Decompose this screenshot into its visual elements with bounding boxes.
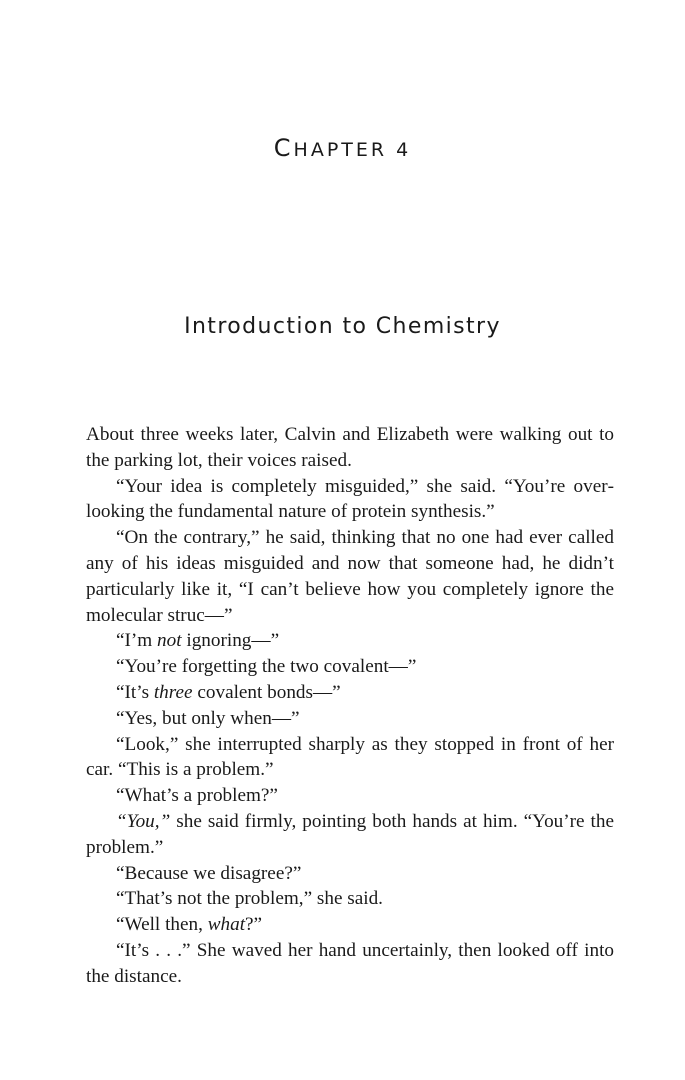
chapter-number — [0, 134, 685, 162]
chapter-body — [86, 422, 614, 990]
paragraph-13-after: ?” — [245, 914, 263, 936]
paragraph-3: “On the contrary,” he said, thinking that no one had ever called any of his ideas misguided and now that someone had, he didn’t particularly like it, “I can’t believe how you completely ignore the molecular struc—” — [86, 527, 614, 626]
chapter-title: Introduction to Chemistry — [184, 314, 501, 339]
paragraph-4-after: ignoring—” — [181, 630, 280, 652]
paragraph-6-emphasis: three — [153, 681, 193, 703]
paragraph-13 — [86, 912, 614, 938]
paragraph-4-before: “I’m — [116, 630, 158, 652]
chapter-label-rest: HAPTER 4 — [293, 139, 412, 161]
paragraph-2: “Your idea is completely misguided,” she said. “You’re overlooking the fundamental nature of protein synthesis.” — [86, 475, 614, 523]
paragraph-10-emphasis: “You,” — [116, 810, 171, 832]
paragraph-4 — [86, 628, 614, 654]
paragraph-12: “That’s not the problem,” she said. — [116, 888, 383, 910]
paragraph-14: “It’s . . .” She waved her hand uncertainly, then looked off into the distance. — [86, 939, 614, 987]
paragraph-13-before: “Well then, — [116, 914, 208, 936]
paragraph-5: “You’re forgetting the two covalent—” — [116, 656, 417, 678]
paragraph-6 — [86, 680, 614, 706]
paragraph-10-after: she said firmly, pointing both hands at him. “You’re the problem.” — [86, 810, 614, 858]
paragraph-6-before: “It’s — [116, 681, 154, 703]
paragraph-6-after: covalent bonds—” — [192, 681, 341, 703]
chapter-label-initial: C — [273, 134, 294, 162]
paragraph-9: “What’s a problem?” — [116, 785, 278, 807]
paragraph-10 — [86, 809, 614, 861]
paragraph-8: “Look,” she interrupted sharply as they stopped in front of her car. “This is a problem.” — [86, 733, 614, 781]
paragraph-11: “Because we disagree?” — [116, 862, 302, 884]
paragraph-1: About three weeks later, Calvin and Elizabeth were walking out to the parking lot, their voices raised. — [86, 424, 614, 471]
paragraph-4-emphasis: not — [157, 630, 182, 652]
paragraph-7: “Yes, but only when—” — [116, 707, 300, 729]
paragraph-13-emphasis: what — [207, 914, 246, 936]
